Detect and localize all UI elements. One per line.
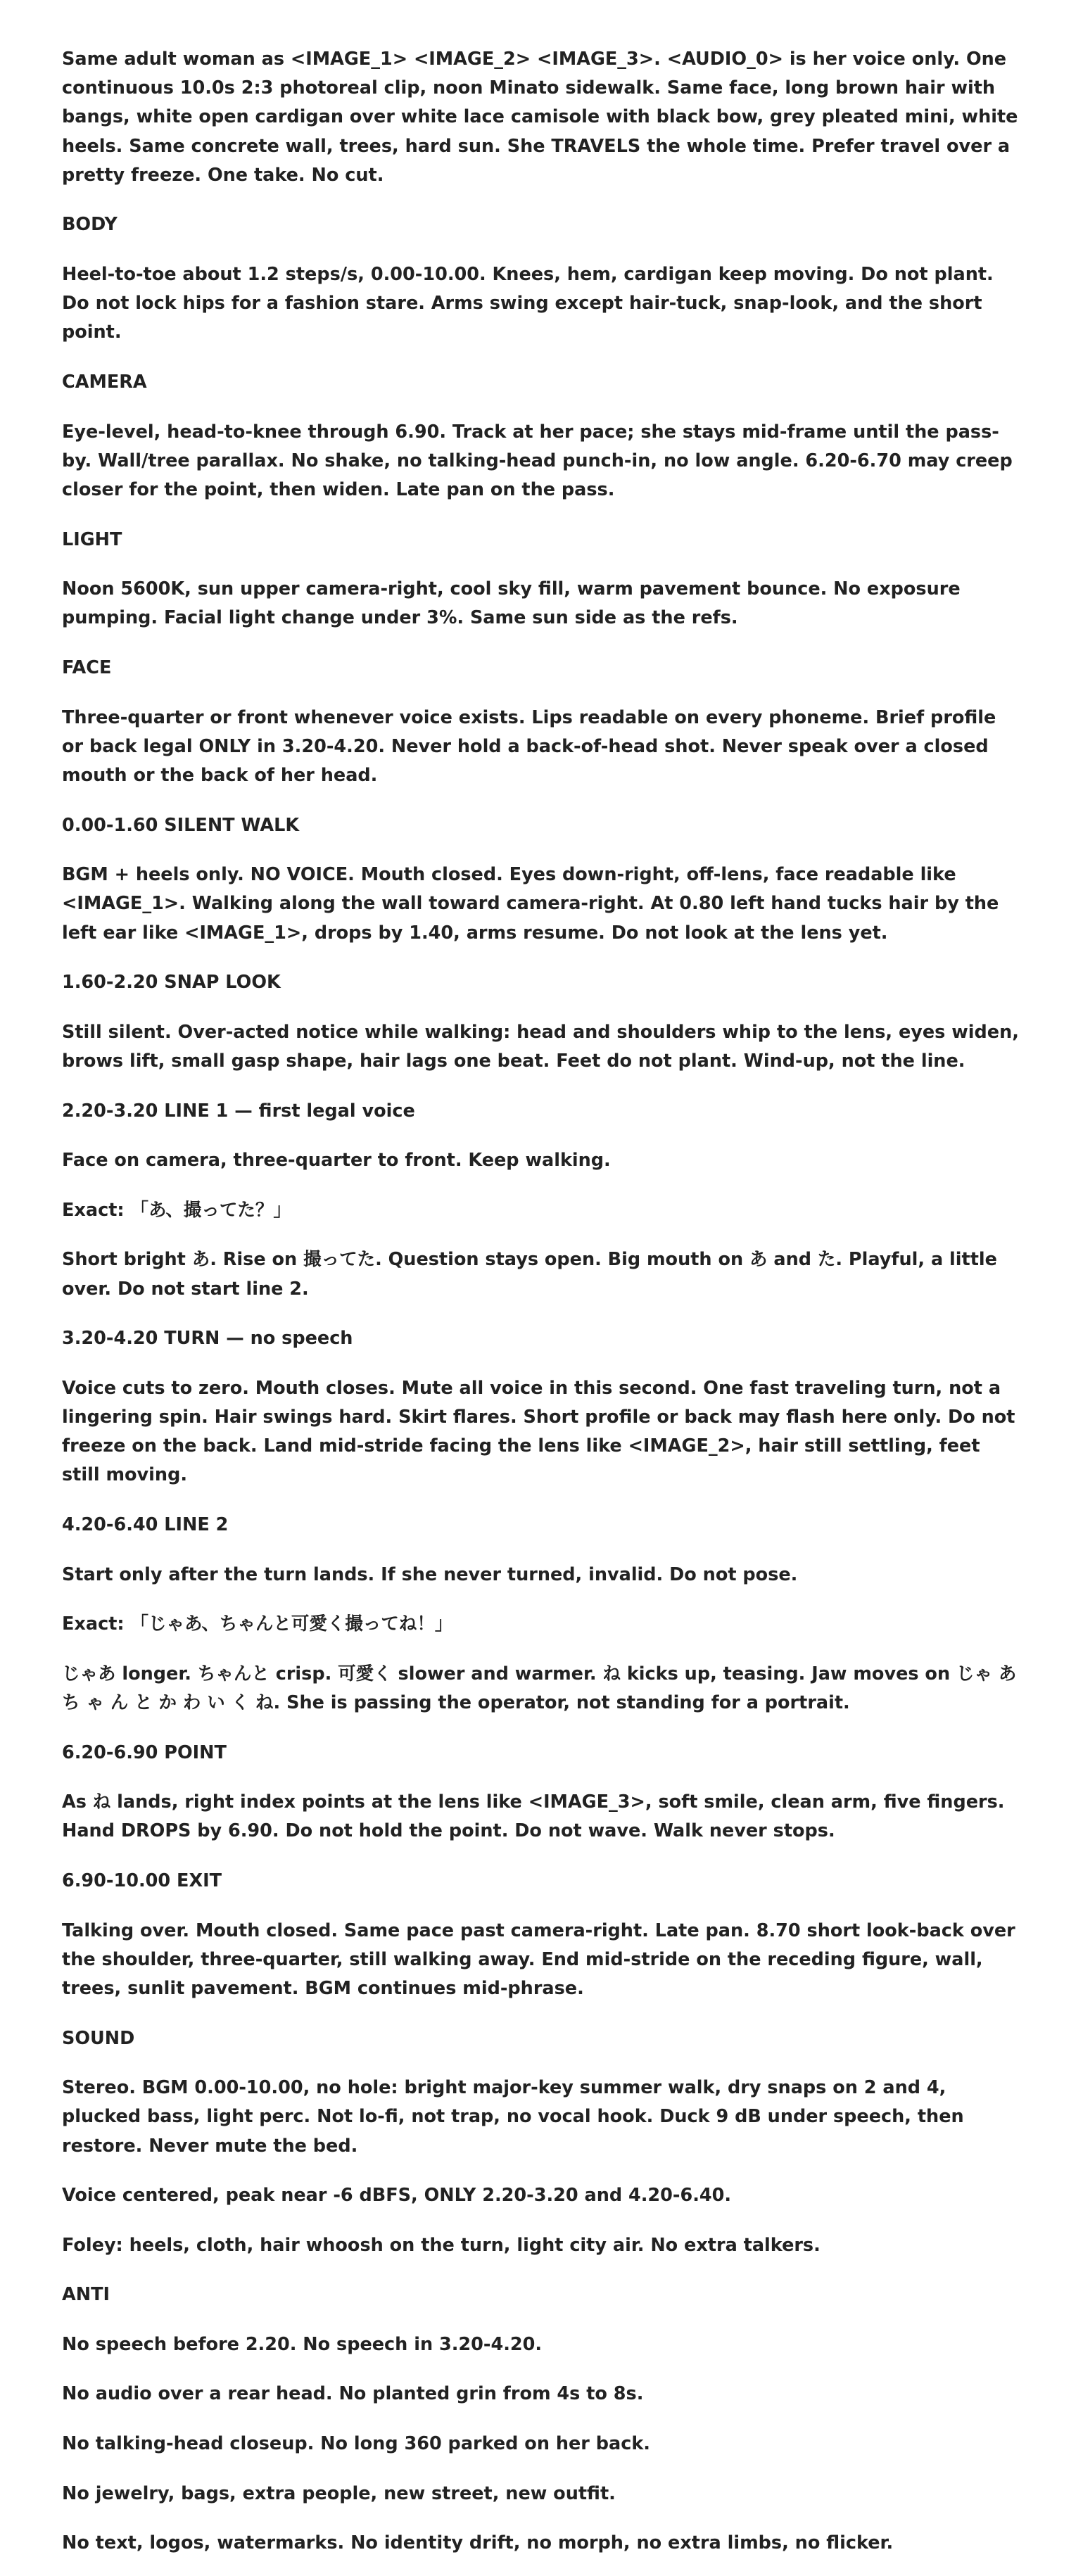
point-paragraph: As ね lands, right index points at the lens like <IMAGE_3>, soft smile, clean arm, five fingers. Hand DROPS by 6.90. Do not hold the point. Do not wave. Walk never stops. xyxy=(62,1791,1005,1842)
anti-item: No talking-head closeup. No long 360 parked on her back. xyxy=(62,2433,650,2455)
section-heading-anti: ANTI xyxy=(62,2284,110,2306)
section-heading-silent-walk: 0.00-1.60 SILENT WALK xyxy=(62,814,300,836)
sound-paragraph: Stereo. BGM 0.00-10.00, no hole: bright major-key summer walk, dry snaps on 2 and 4, plucked bass, light perc. Not lo-fi, not trap, no vocal hook. Duck 9 dB under speech, then restore. Never mute the bed. xyxy=(62,2077,964,2157)
camera-paragraph: Eye-level, head-to-knee through 6.90. Track at her pace; she stays mid-frame until the pass-by. Wall/tree parallax. No shake, no talking-head punch-in, no low angle. 6.20-6.70 may creep closer for the point, then widen. Late pan on the pass. xyxy=(62,421,1013,500)
anti-item: No speech before 2.20. No speech in 3.20-4.20. xyxy=(62,2333,543,2355)
line-1-exact: Exact: 「あ、撮ってた？」 xyxy=(62,1199,291,1221)
anti-item: No jewelry, bags, extra people, new street, new outfit. xyxy=(62,2482,616,2504)
section-heading-light: LIGHT xyxy=(62,528,122,550)
voice-paragraph: Voice centered, peak near -6 dBFS, ONLY 2.20-3.20 and 4.20-6.40. xyxy=(62,2185,732,2207)
section-heading-exit: 6.90-10.00 EXIT xyxy=(62,1870,222,1891)
anti-item: No audio over a rear head. No planted grin from 4s to 8s. xyxy=(62,2383,644,2405)
line-2-delivery: じゃあ longer. ちゃんと crisp. 可愛く slower and warmer. ね kicks up, teasing. Jaw moves on じゃ あ ち ゃ ん と か わ い く ね. She is passing the operator, not standing for a portrait. xyxy=(62,1663,1017,1713)
exit-paragraph: Talking over. Mouth closed. Same pace past camera-right. Late pan. 8.70 short look-back over the shoulder, three-quarter, still walking away. End mid-stride on the receding figure, wall, trees, sunlit pavement. BGM continues mid-phrase. xyxy=(62,1920,1015,1999)
section-heading-point: 6.20-6.90 POINT xyxy=(62,1741,227,1763)
section-heading-body: BODY xyxy=(62,214,118,236)
light-paragraph: Noon 5600K, sun upper camera-right, cool sky fill, warm pavement bounce. No exposure pumping. Facial light change under 3%. Same sun side as the refs. xyxy=(62,578,961,629)
line-2-paragraph: Start only after the turn lands. If she never turned, invalid. Do not pose. xyxy=(62,1563,798,1585)
section-heading-camera: CAMERA xyxy=(62,372,147,393)
foley-paragraph: Foley: heels, cloth, hair whoosh on the turn, light city air. No extra talkers. xyxy=(62,2234,821,2256)
snap-look-paragraph: Still silent. Over-acted notice while walking: head and shoulders whip to the lens, eyes widen, brows lift, small gasp shape, hair lags one beat. Feet do not plant. Wind-up, not the line. xyxy=(62,1021,1019,1072)
body-paragraph: Heel-to-toe about 1.2 steps/s, 0.00-10.00. Knees, hem, cardigan keep moving. Do not plant. Do not lock hips for a fashion stare. Arms swing except hair-tuck, snap-look, and the short point. xyxy=(62,264,994,343)
intro-paragraph: Same adult woman as <IMAGE_1> <IMAGE_2> <IMAGE_3>. <AUDIO_0> is her voice only. One continuous 10.0s 2:3 photoreal clip, noon Minato sidewalk. Same face, long brown hair with bangs, white open cardigan over white lace camisole with black bow, grey pleated mini, white heels. Same concrete wall, trees, hard sun. She TRAVELS the whole time. Prefer travel over a pretty freeze. One take. No cut. xyxy=(62,49,1018,186)
line-1-paragraph: Face on camera, three-quarter to front. Keep walking. xyxy=(62,1150,611,1172)
section-heading-turn: 3.20-4.20 TURN — no speech xyxy=(62,1328,353,1350)
face-paragraph: Three-quarter or front whenever voice exists. Lips readable on every phoneme. Brief profile or back legal ONLY in 3.20-4.20. Never hold a back-of-head shot. Never speak over a closed mouth or the back of her head. xyxy=(62,706,996,786)
section-heading-sound: SOUND xyxy=(62,2027,135,2049)
anti-item: No text, logos, watermarks. No identity drift, no morph, no extra limbs, no flicker. xyxy=(62,2532,894,2554)
section-heading-line-1: 2.20-3.20 LINE 1 — first legal voice xyxy=(62,1100,415,1122)
turn-paragraph: Voice cuts to zero. Mouth closes. Mute all voice in this second. One fast traveling turn, not a lingering spin. Hair swings hard. Skirt flares. Short profile or back may flash here only. Do not freeze on the back. Land mid-stride facing the lens like <IMAGE_2>, hair still settling, feet still moving. xyxy=(62,1377,1015,1486)
section-heading-face: FACE xyxy=(62,656,112,678)
section-heading-line-2: 4.20-6.40 LINE 2 xyxy=(62,1514,229,1535)
silent-walk-paragraph: BGM + heels only. NO VOICE. Mouth closed. Eyes down-right, off-lens, face readable like <IMAGE_1>. Walking along the wall toward camera-right. At 0.80 left hand tucks hair by the left ear like <IMAGE_1>, drops by 1.40, arms resume. Do not look at the lens yet. xyxy=(62,864,999,944)
section-heading-snap-look: 1.60-2.20 SNAP LOOK xyxy=(62,972,281,994)
line-1-delivery: Short bright あ. Rise on 撮ってた. Question stays open. Big mouth on あ and た. Playful, a little over. Do not start line 2. xyxy=(62,1249,997,1300)
line-2-exact: Exact: 「じゃあ、ちゃんと可愛く撮ってね！」 xyxy=(62,1613,453,1635)
